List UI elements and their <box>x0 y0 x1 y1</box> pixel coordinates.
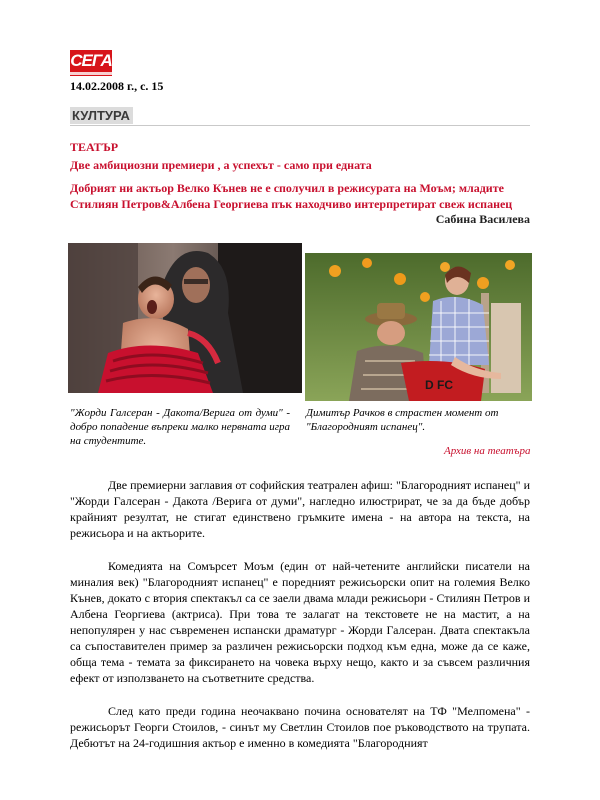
photo-noble-spaniard-scene <box>305 253 532 401</box>
newspaper-logo <box>70 50 112 76</box>
article-author: Сабина Василева <box>435 212 530 226</box>
article-subheadline: Добрият ни актьор Велко Кънев не е сполучил в режисурата на Моъм; младите Стилиян Петров&Албена Георгиева пък находчиво интерпретират свеж испанец <box>70 181 513 211</box>
photo-caption-2: Димитър Рачков в страстен момент от "Благородният испанец". <box>306 407 499 433</box>
photo-noble-spaniard-image <box>305 253 532 401</box>
article-paragraph: След като преди година неочаквано почина основателят на ТФ "Мелпомена" - режисьорът Георги Стоилов, - синът му Светлин Стоилов пое ръководството на трупата. Дебютът на 24-годишния актьор е именно в комедията "Благородният <box>70 704 530 750</box>
article-headline: Две амбициозни премиери , а успехът - само при едната <box>70 158 372 172</box>
article-body <box>70 477 530 768</box>
photo-credit: Архив на театъра <box>444 445 531 457</box>
logo-text: СЕГА <box>70 51 112 70</box>
article-paragraph: Две премиерни заглавия от софийския театрален афиш: "Благородният испанец" и "Жорди Галсеран - Дакота /Верига от думи", нагледно илюстрират, че за да бъде добър крайният резултат, не стигат единствено гръмките имена - на автора на текста, на режисьора и на актьорите. <box>70 478 530 540</box>
section-label: КУЛТУРА <box>70 107 133 124</box>
sign-text: D FC <box>425 378 453 392</box>
photo-caption-1: "Жорди Галсеран - Дакота/Верига от думи" - добро попадение въпреки малко нервната игра на студентите. <box>70 407 290 447</box>
section-header <box>70 107 530 126</box>
publication-date: 14.02.2008 г., с. 15 <box>70 79 164 93</box>
rubric: ТЕАТЪР <box>70 140 119 154</box>
article-paragraph: Комедията на Сомърсет Моъм (един от най-четените английски писатели на миналия век) "Благородният испанец" е поредният режисьорски опит на големия Велко Кънев, докато с втория спектакъл са се заели двама млади режисьори - Стилиян Петров и Албена Георгиева (актриса). При това те залагат на текстовете не на мастит, а на непопулярен у нас съвременен испански драматург - Жорди Галсеран. Двата спектакъла са съпоставителен пример за различен режисьорски подход към една, може да се каже, обща тема - темата за фиксирането на човека върху нещо, както и за съвсем различния ефект от използването на съответните средства. <box>70 559 530 685</box>
photo-dakota-image <box>68 243 302 393</box>
photo-dakota-scene <box>68 243 302 393</box>
